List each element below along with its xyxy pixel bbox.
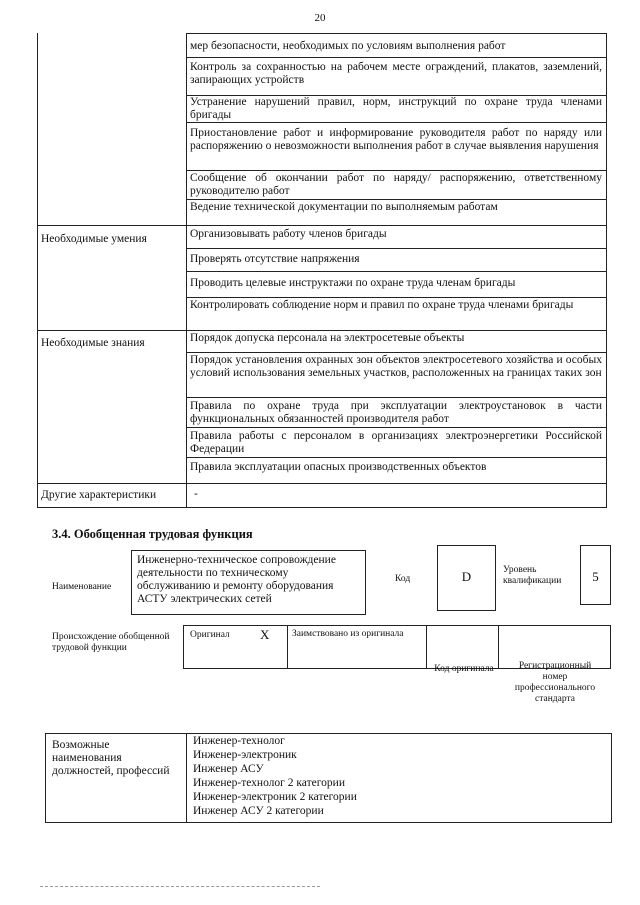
reg-number-caption: Регистрационный номер профессионального стандарта [514,661,596,704]
labor-action-row: Приостановление работ и информирование руководителя работ по наряду или распоряжению о невозможности выполнения работ в случае выявления нарушения [190,127,602,152]
position-item: Инженер-электроник 2 категории [193,791,357,803]
position-item: Инженер-технолог [193,735,285,747]
level-box [580,545,611,605]
name-value: Инженерно-техническое сопровождение деятельности по техническому обслуживанию и ремонту оборудования АСТУ электрических сетей [137,554,336,605]
original-mark: X [260,627,270,642]
labor-action-row: Сообщение об окончании работ по наряду/ распоряжению, ответственному руководителю работ [190,172,602,197]
knowledge-row: Правила по охране труда при эксплуатации электроустановок в части функциональных обязанностей производителя работ [190,400,602,425]
knowledge-label: Необходимые знания [41,337,145,349]
borrowed-label: Заимствовано из оригинала [292,629,404,639]
position-item: Инженер-электроник [193,749,297,761]
level-value: 5 [592,569,599,584]
labor-action-row: Устранение нарушений правил, норм, инструкций по охране труда членами бригады [190,96,602,121]
section-title: 3.4. Обобщенная трудовая функция [52,527,253,541]
page-number: 20 [314,12,326,24]
skill-row: Организовывать работу членов бригады [190,228,387,240]
positions-label: Возможные наименования должностей, профессий [52,739,170,777]
code-box [437,545,496,611]
name-label: Наименование [52,582,112,592]
level-label: Уровень квалификации [503,565,562,586]
position-item: Инженер АСУ [193,763,264,775]
skill-row: Проводить целевые инструктажи по охране труда членам бригады [190,277,516,289]
original-label: Оригинал [190,630,230,640]
knowledge-row: Правила эксплуатации опасных производственных объектов [190,461,487,473]
origin-code-caption: Код оригинала [434,664,494,674]
knowledge-row: Порядок допуска персонала на электросетевые объекты [190,332,465,344]
position-item: Инженер-технолог 2 категории [193,777,345,789]
skill-row: Проверять отсутствие напряжения [190,253,360,265]
origin-label: Происхождение обобщенной трудовой функции [52,632,170,653]
other-label: Другие характеристики [41,489,157,501]
positions-table [45,733,612,823]
knowledge-row: Порядок установления охранных зон объектов электросетевого хозяйства и особых условий использования земельных участков, расположенных на границах таких зон [190,354,602,379]
position-item: Инженер АСУ 2 категории [193,805,324,817]
labor-action-row: Ведение технической документации по выполняемым работам [190,201,498,213]
code-value: D [461,569,472,584]
labor-action-row: мер безопасности, необходимых по условиям выполнения работ [190,40,506,52]
footer-scan-line [40,886,320,887]
knowledge-row: Правила работы с персоналом в организациях электроэнергетики Российской Федерации [190,430,602,455]
code-label: Код [395,574,411,584]
name-box [131,550,366,615]
skill-row: Контролировать соблюдение норм и правил по охране труда членами бригады [190,299,574,311]
labor-action-row: Контроль за сохранностью на рабочем месте ограждений, плакатов, заземлений, запирающих устройств [190,61,602,86]
skills-label: Необходимые умения [41,233,147,245]
other-value: - [194,488,198,500]
